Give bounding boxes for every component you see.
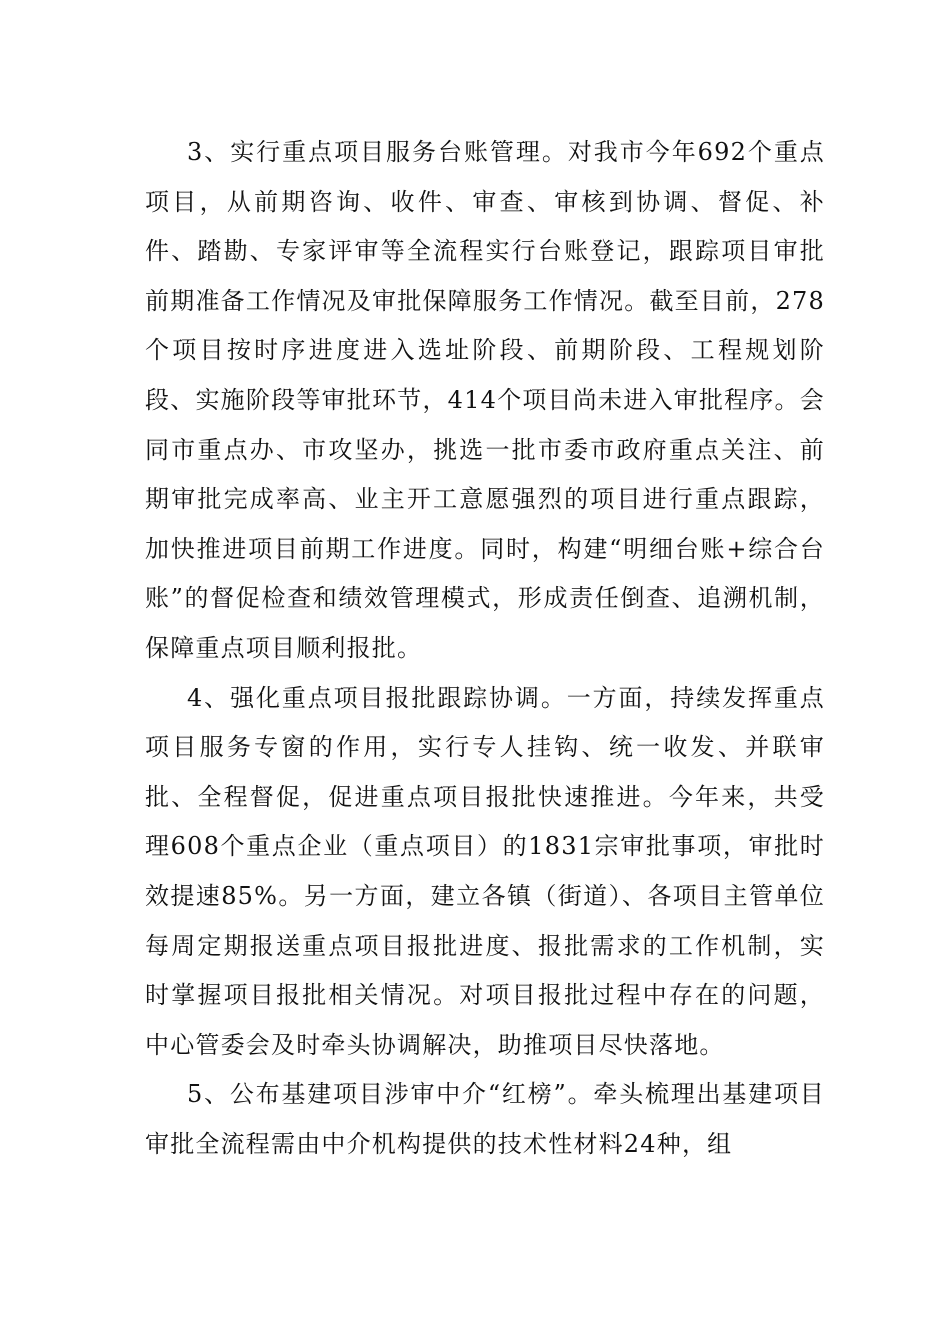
document-body — [145, 128, 825, 1169]
paragraph-item-3: 3、实行重点项目服务台账管理。对我市今年692个重点项目，从前期咨询、收件、审查、审核到协调、督促、补件、踏勘、专家评审等全流程实行台账登记，跟踪项目审批前期准备工作情况及审批保障服务工作情况。截至目前，278个项目按时序进度进入选址阶段、前期阶段、工程规划阶段、实施阶段等审批环节，414个项目尚未进入审批程序。会同市重点办、市攻坚办，挑选一批市委市政府重点关注、前期审批完成率高、业主开工意愿强烈的项目进行重点跟踪，加快推进项目前期工作进度。同时，构建“明细台账+综合台账”的督促检查和绩效管理模式，形成责任倒查、追溯机制，保障重点项目顺利报批。 — [145, 138, 825, 662]
paragraph-item-4: 4、强化重点项目报批跟踪协调。一方面，持续发挥重点项目服务专窗的作用，实行专人挂钩、统一收发、并联审批、全程督促，促进重点项目报批快速推进。今年来，共受理608个重点企业（重点项目）的1831宗审批事项，审批时效提速85%。另一方面，建立各镇（街道）、各项目主管单位每周定期报送重点项目报批进度、报批需求的工作机制，实时掌握项目报批相关情况。对项目报批过程中存在的问题，中心管委会及时牵头协调解决，助推项目尽快落地。 — [145, 683, 825, 1059]
paragraph-item-5: 5、公布基建项目涉审中介“红榜”。牵头梳理出基建项目审批全流程需由中介机构提供的技术性材料24种，组 — [145, 1080, 825, 1158]
